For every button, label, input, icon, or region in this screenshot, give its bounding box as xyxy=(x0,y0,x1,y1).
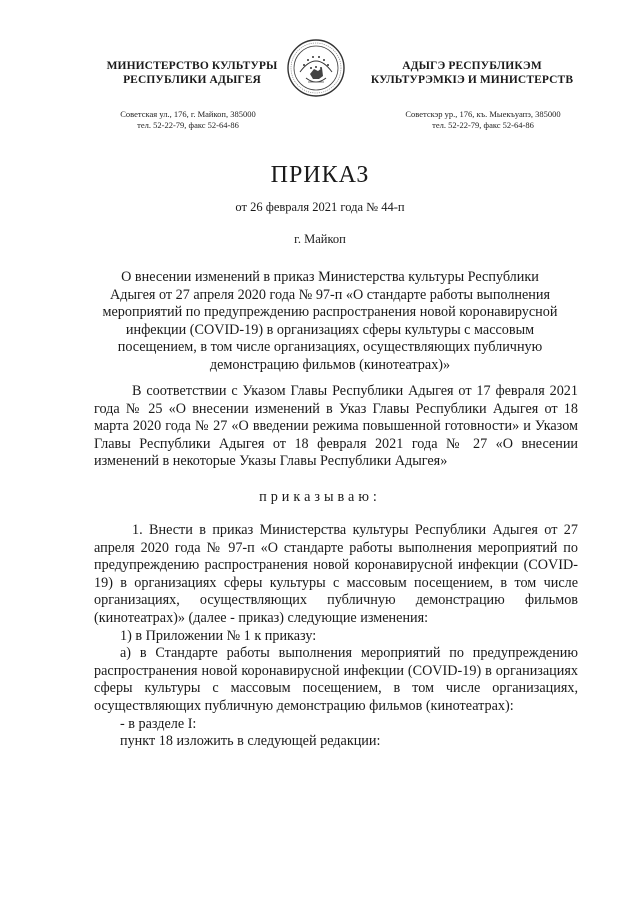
ministry-name-line1: МИНИСТЕРСТВО КУЛЬТУРЫ xyxy=(106,60,278,72)
ministry-name-adyghe-line2: КУЛЬТУРЭМКIЭ И МИНИСТЕРСТВ xyxy=(370,74,574,86)
ministry-name-russian xyxy=(92,59,292,87)
preamble-paragraph: В соответствии с Указом Главы Республики Адыгея от 17 февраля 2021 года № 25 «О внесении изменений в Указ Главы Республики Адыгея от 18 марта 2020 года № 27 «О введении режима повышенной готовности» и Указом Главы Республики Адыгея от 18 февраля 2021 года № 27 «О внесении изменений в некоторые Указы Главы Республики Адыгея» xyxy=(94,383,578,470)
preamble-block xyxy=(94,383,578,471)
republic-of-adygea-emblem-icon xyxy=(286,38,346,98)
item-1-1-paragraph: 1) в Приложении № 1 к приказу: xyxy=(120,627,317,644)
phone-line: тел. 52-22-79, факс 52-64-86 xyxy=(432,120,534,130)
ministry-name-adyghe-line1: АДЫГЭ РЕСПУБЛИКЭМ xyxy=(402,60,542,72)
item-1-paragraph: 1. Внести в приказ Министерства культуры Республики Адыгея от 27 апреля 2020 года № 97-п «О стандарте работы выполнения мероприятий по предупреждению распространения новой коронавирусной инфекции (COVID-19) в организациях сферы культуры с массовым посещением, в том числе организациях, осуществляющих публичную демонстрацию фильмов (кинотеатрах)» (далее - приказ) следующие изменения: xyxy=(94,522,578,626)
city-name: г. Майкоп xyxy=(294,232,346,246)
ministry-address-russian xyxy=(90,109,286,131)
address-line: Советская ул., 176, г. Майкоп, 385000 xyxy=(120,109,256,119)
order-heading: О внесении изменений в приказ Министерства культуры Республики Адыгея от 27 апреля 2020 года № 97-п «О стандарте работы выполнения мероприятий по предупреждению распространения новой коронавирусной инфекции (COVID-19) в организациях сферы культуры с массовым посещением, в том числе организациях, осуществляющих публичную демонстрацию фильмов (кинотеатрах)» xyxy=(102,269,558,373)
item-1-1-a-paragraph: а) в Стандарте работы выполнения мероприятий по предупреждению распространения новой коронавирусной инфекции (COVID-19) в организациях сферы культуры с массовым посещением, в том числе организациях, осуществляющих публичную демонстрацию фильмов (кинотеатрах): xyxy=(94,645,578,714)
order-items-block xyxy=(94,522,578,751)
document-title: ПРИКАЗ xyxy=(270,162,370,188)
phone-line: тел. 52-22-79, факс 52-64-86 xyxy=(137,120,239,130)
point-18-paragraph: пункт 18 изложить в следующей редакции: xyxy=(120,733,381,750)
order-date-number: от 26 февраля 2021 года № 44-п xyxy=(235,200,405,214)
ministry-name-line2: РЕСПУБЛИКИ АДЫГЕЯ xyxy=(123,74,261,86)
decree-word: приказываю: xyxy=(259,489,381,505)
ministry-address-adyghe xyxy=(372,109,594,131)
address-line: Советскэр ур., 176, къ. Мыекъуапэ, 385000 xyxy=(405,109,561,119)
section-1-paragraph: - в разделе I: xyxy=(120,715,197,732)
ministry-name-adyghe xyxy=(352,59,592,87)
